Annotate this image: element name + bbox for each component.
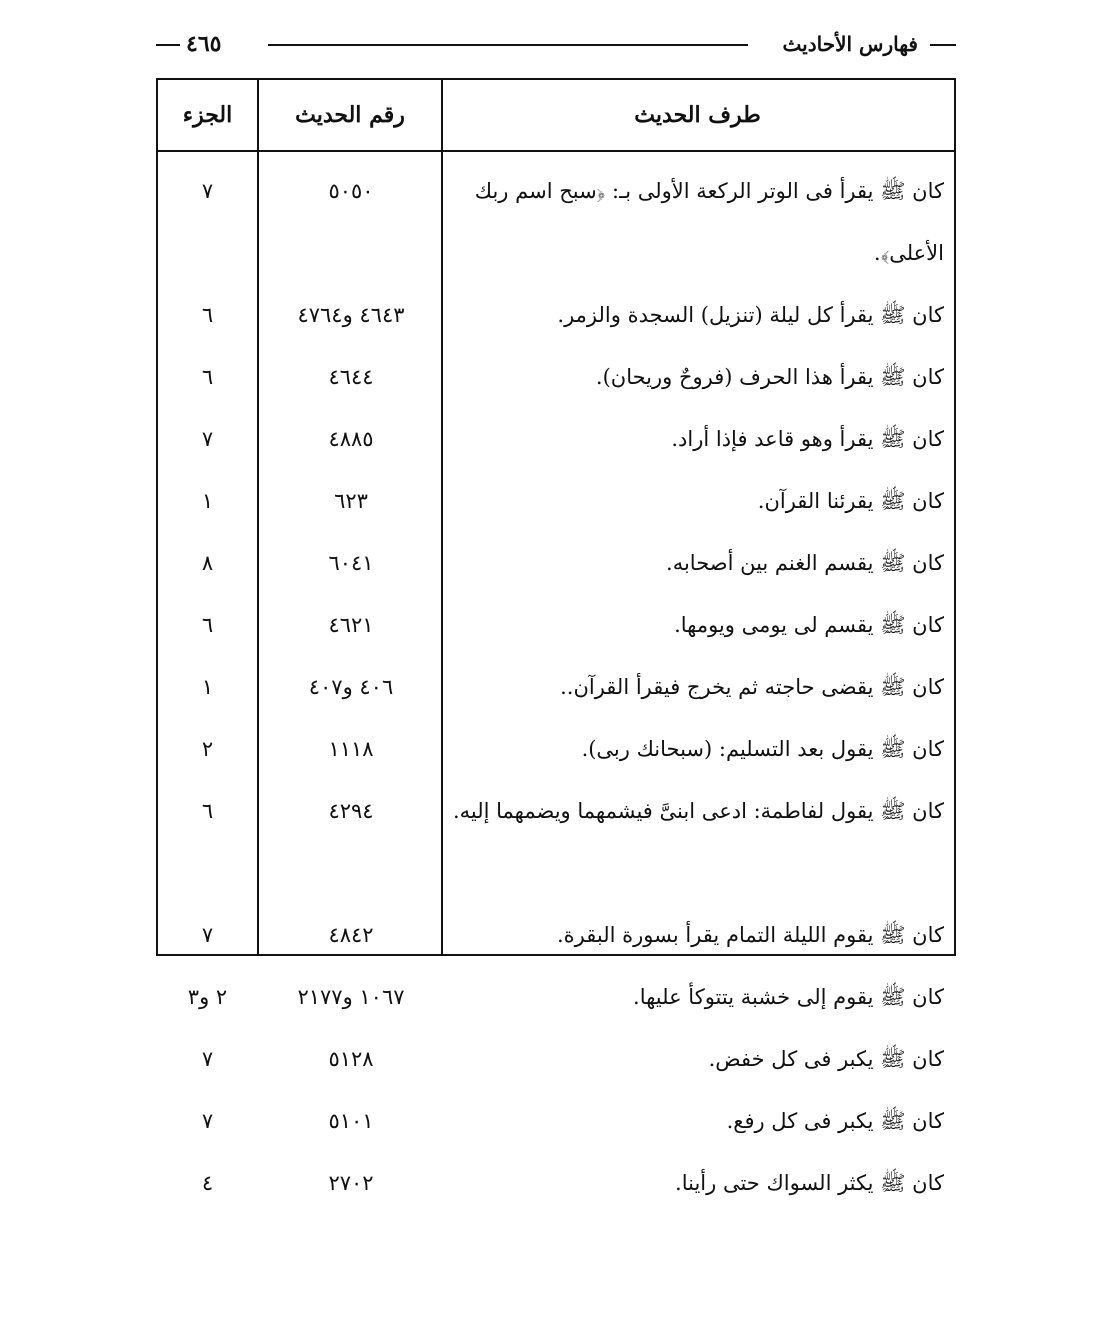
header-title: فهارس الأحاديث bbox=[782, 32, 918, 56]
hadith-text: كان ﷺ يقول بعد التسليم: (سبحانك ربى). bbox=[581, 737, 944, 761]
volume-number: ٤ bbox=[201, 1171, 214, 1195]
volume-number: ٦ bbox=[201, 365, 214, 389]
table-row bbox=[158, 896, 954, 958]
page-number: ٤٦٥ bbox=[186, 31, 222, 57]
hadith-text: كان ﷺ يكبر فى كل رفع. bbox=[726, 1109, 944, 1133]
running-header bbox=[156, 28, 956, 60]
volume-number: ٢ bbox=[201, 737, 214, 761]
table-row bbox=[158, 648, 954, 710]
column-header-number: رقم الحديث bbox=[295, 102, 405, 128]
volume-number: ٧ bbox=[201, 179, 214, 203]
volume-number: ٢ و٣ bbox=[187, 985, 228, 1009]
volume-number: ٧ bbox=[201, 427, 214, 451]
table-row bbox=[158, 958, 954, 1020]
hadith-number: ٤٦٤٣ و٤٧٦٤ bbox=[297, 303, 405, 327]
table-row bbox=[158, 710, 954, 772]
table-body bbox=[158, 152, 954, 1206]
hadith-number: ٤٦٢١ bbox=[328, 613, 374, 637]
table-row bbox=[158, 772, 954, 896]
hadith-text: كان ﷺ يقسم الغنم بين أصحابه. bbox=[666, 551, 944, 575]
volume-number: ١ bbox=[201, 489, 214, 513]
table-row bbox=[158, 400, 954, 462]
table-row bbox=[158, 1144, 954, 1206]
table-row bbox=[158, 338, 954, 400]
hadith-number: ٥١٢٨ bbox=[328, 1047, 374, 1071]
header-rule-right bbox=[930, 44, 956, 46]
header-rule-middle bbox=[268, 44, 748, 46]
hadith-number: ١٠٦٧ و٢١٧٧ bbox=[297, 985, 405, 1009]
hadith-number: ٥٠٥٠ bbox=[328, 179, 374, 203]
hadith-text: كان ﷺ يقرأ فى الوتر الركعة الأولى بـ: ﴿سبح اسم ربك الأعلى﴾. bbox=[474, 179, 944, 265]
hadith-number: ٢٧٠٢ bbox=[328, 1171, 374, 1195]
hadith-text: كان ﷺ يقرئنا القرآن. bbox=[757, 489, 944, 513]
hadith-index-table bbox=[156, 78, 956, 1195]
hadith-text: كان ﷺ يقرأ وهو قاعد فإذا أراد. bbox=[671, 427, 944, 451]
column-header-volume: الجزء bbox=[182, 102, 233, 128]
hadith-number: ٤٢٩٤ bbox=[328, 799, 374, 823]
hadith-text: كان ﷺ يكبر فى كل خفض. bbox=[708, 1047, 944, 1071]
volume-number: ٧ bbox=[201, 1047, 214, 1071]
hadith-text: كان ﷺ يقرأ كل ليلة (تنزيل) السجدة والزمر. bbox=[557, 303, 944, 327]
hadith-number: ٤٦٤٤ bbox=[328, 365, 374, 389]
hadith-number: ٤٨٤٢ bbox=[328, 923, 374, 947]
hadith-text: كان ﷺ يقوم إلى خشبة يتتوكأ عليها. bbox=[633, 985, 944, 1009]
volume-number: ٦ bbox=[201, 613, 214, 637]
hadith-text: كان ﷺ يقسم لى يومى ويومها. bbox=[674, 613, 944, 637]
table-row bbox=[158, 524, 954, 586]
volume-number: ١ bbox=[201, 675, 214, 699]
table-row bbox=[158, 1082, 954, 1144]
table-row bbox=[158, 152, 954, 276]
volume-number: ٦ bbox=[201, 799, 214, 823]
hadith-number: ٤٠٦ و٤٠٧ bbox=[308, 675, 394, 699]
column-header-hadith: طرف الحديث bbox=[634, 102, 761, 128]
table-row bbox=[158, 1020, 954, 1082]
header-rule-left bbox=[156, 44, 180, 46]
volume-number: ٧ bbox=[201, 923, 214, 947]
hadith-text: كان ﷺ يكثر السواك حتى رأينا. bbox=[675, 1171, 944, 1195]
hadith-text: كان ﷺ يقوم الليلة التمام يقرأ بسورة البقرة. bbox=[557, 923, 944, 947]
hadith-number: ٦٢٣ bbox=[334, 489, 368, 513]
hadith-text: كان ﷺ يقرأ هذا الحرف (فروحٌ وريحان). bbox=[595, 365, 944, 389]
hadith-number: ٥١٠١ bbox=[328, 1109, 374, 1133]
volume-number: ٧ bbox=[201, 1109, 214, 1133]
hadith-number: ٤٨٨٥ bbox=[328, 427, 374, 451]
hadith-number: ١١١٨ bbox=[328, 737, 374, 761]
table-row bbox=[158, 276, 954, 338]
hadith-text: كان ﷺ يقضى حاجته ثم يخرج فيقرأ القرآن.. bbox=[560, 675, 944, 699]
hadith-number: ٦٠٤١ bbox=[328, 551, 374, 575]
volume-number: ٦ bbox=[201, 303, 214, 327]
hadith-text: كان ﷺ يقول لفاطمة: ادعى ابنىَّ فيشمهما ويضمهما إليه. bbox=[452, 799, 944, 823]
volume-number: ٨ bbox=[201, 551, 214, 575]
table-row bbox=[158, 586, 954, 648]
table-row bbox=[158, 462, 954, 524]
